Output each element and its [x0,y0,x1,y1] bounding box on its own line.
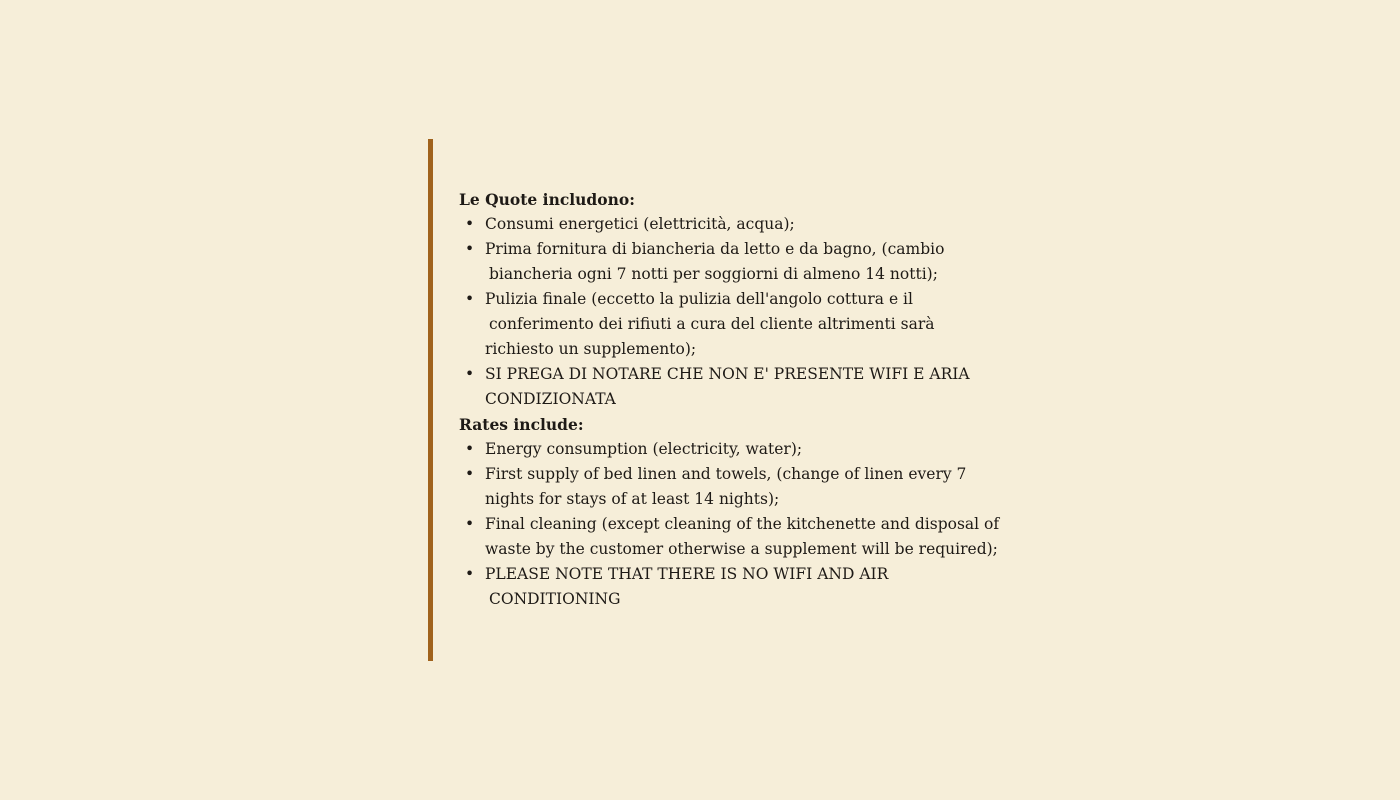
list-item [459,212,1059,237]
list-item-line: CONDIZIONATA [485,390,616,408]
bullet-icon: • [465,515,475,533]
list-item-line: Energy consumption (electricity, water); [485,440,803,458]
english-list [459,437,1059,612]
list-item [459,512,1059,562]
list-item [459,562,1059,612]
list-item-line: biancheria ogni 7 notti per soggiorni di almeno 14 notti); [489,265,938,283]
list-item-line: Prima fornitura di biancheria da letto e da bagno, (cambio [485,240,945,258]
english-heading: Rates include: [459,415,584,434]
bullet-icon: • [465,290,475,308]
bullet-icon: • [465,565,475,583]
list-item-line: richiesto un supplemento); [485,340,697,358]
list-item-line: nights for stays of at least 14 nights); [485,490,780,508]
list-item [459,237,1059,287]
list-item-line: Consumi energetici (elettricità, acqua); [485,215,795,233]
list-item [459,362,1059,412]
italian-heading: Le Quote includono: [459,190,635,209]
bullet-icon: • [465,365,475,383]
italian-list [459,212,1059,412]
list-item-line: Final cleaning (except cleaning of the kitchenette and disposal of [485,515,1000,533]
list-item-line: waste by the customer otherwise a supplement will be required); [485,540,998,558]
bullet-icon: • [465,240,475,258]
bullet-icon: • [465,215,475,233]
list-item-line: SI PREGA DI NOTARE CHE NON E' PRESENTE WIFI E ARIA [485,365,970,383]
list-item-line: PLEASE NOTE THAT THERE IS NO WIFI AND AIR [485,565,889,583]
rates-info-panel [428,139,1068,661]
list-item-line: CONDITIONING [489,590,621,608]
accent-bar [428,139,433,661]
bullet-icon: • [465,465,475,483]
list-item [459,287,1059,362]
bullet-icon: • [465,440,475,458]
list-item-line: conferimento dei rifiuti a cura del cliente altrimenti sarà [489,315,935,333]
rates-content [459,187,1059,612]
list-item [459,437,1059,462]
list-item [459,462,1059,512]
list-item-line: Pulizia finale (eccetto la pulizia dell'angolo cottura e il [485,290,913,308]
list-item-line: First supply of bed linen and towels, (change of linen every 7 [485,465,967,483]
